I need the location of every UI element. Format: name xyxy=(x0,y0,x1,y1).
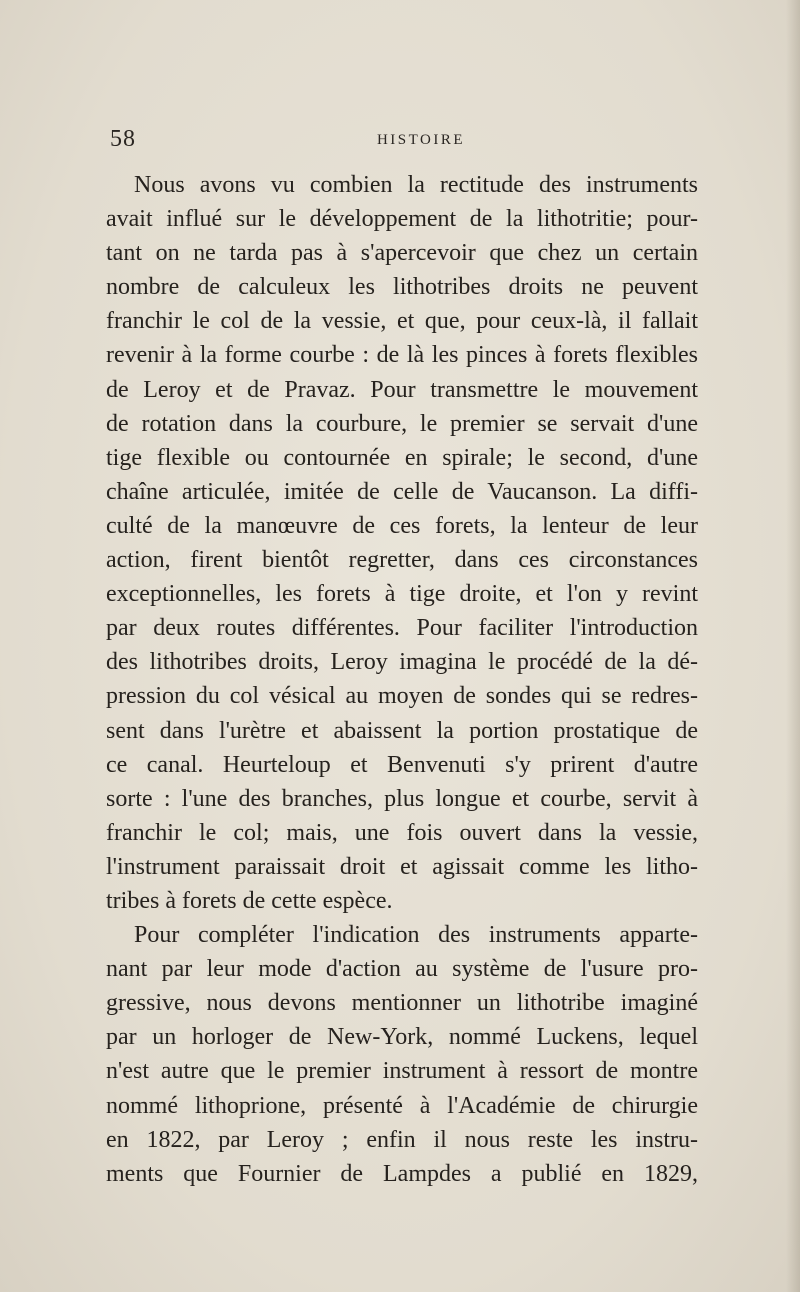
text-line: culté de la manœuvre de ces forets, la lenteur de leur xyxy=(106,512,698,539)
text-line: gressive, nous devons mentionner un lithotribe imaginé xyxy=(106,990,698,1017)
text-line: tige flexible ou contournée en spirale; le second, d'une xyxy=(106,444,698,471)
text-line: ments que Fournier de Lampdes a publié en 1829, xyxy=(106,1160,698,1187)
text-line: Nous avons vu combien la rectitude des instruments xyxy=(134,172,698,198)
text-line: ce canal. Heurteloup et Benvenuti s'y prirent d'autre xyxy=(106,751,698,778)
text-line: tant on ne tarda pas à s'apercevoir que chez un certain xyxy=(106,240,698,267)
text-line: revenir à la forme courbe : de là les pinces à forets flexibles xyxy=(106,342,698,369)
text-line: nombre de calculeux les lithotribes droits ne peuvent xyxy=(106,274,698,301)
text-line: action, firent bientôt regretter, dans ces circonstances xyxy=(106,547,698,574)
text-line: l'instrument paraissait droit et agissait comme les litho- xyxy=(106,853,698,880)
text-line: des lithotribes droits, Leroy imagina le procédé de la dé- xyxy=(106,649,698,676)
page-edge-shadow xyxy=(786,0,800,1292)
text-line: n'est autre que le premier instrument à ressort de montre xyxy=(106,1058,698,1085)
text-line: exceptionnelles, les forets à tige droite, et l'on y revint xyxy=(106,581,698,608)
page-number: 58 xyxy=(110,126,136,152)
text-line: par deux routes différentes. Pour faciliter l'introduction xyxy=(106,615,698,642)
text-line: pression du col vésical au moyen de sondes qui se redres- xyxy=(106,683,698,710)
text-line: nant par leur mode d'action au système de l'usure pro- xyxy=(106,956,698,983)
text-line: avait influé sur le développement de la lithotritie; pour- xyxy=(106,206,698,233)
text-line: sorte : l'une des branches, plus longue et courbe, servit à xyxy=(106,785,698,812)
text-line: de Leroy et de Pravaz. Pour transmettre le mouvement xyxy=(106,376,698,403)
text-line: par un horloger de New-York, nommé Luckens, lequel xyxy=(106,1024,698,1051)
text-line: nommé lithoprione, présenté à l'Académie de chirurgie xyxy=(106,1092,698,1119)
text-line: sent dans l'urètre et abaissent la portion prostatique de xyxy=(106,717,698,744)
body-text xyxy=(106,168,698,1191)
text-line: de rotation dans la courbure, le premier se servait d'une xyxy=(106,410,698,437)
text-line: tribes à forets de cette espèce. xyxy=(106,887,393,914)
page-header xyxy=(110,124,700,154)
text-line: franchir le col de la vessie, et que, pour ceux-là, il fallait xyxy=(106,308,698,335)
text-line: franchir le col; mais, une fois ouvert dans la vessie, xyxy=(106,819,698,846)
text-line: en 1822, par Leroy ; enfin il nous reste les instru- xyxy=(106,1126,698,1153)
text-line: Pour compléter l'indication des instruments apparte- xyxy=(134,922,698,949)
text-line: chaîne articulée, imitée de celle de Vaucanson. La diffi- xyxy=(106,478,698,505)
running-head: HISTOIRE xyxy=(376,132,466,148)
